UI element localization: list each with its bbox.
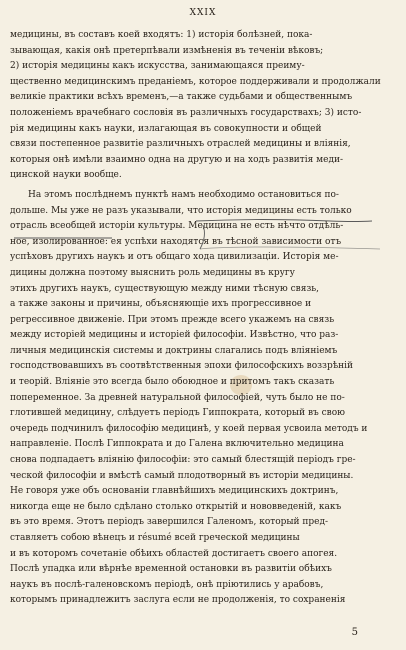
text-line: успѣховъ другихъ наукъ и отъ общаго хода цивилизаціи. Исторія ме-	[10, 252, 339, 263]
text-line: связи постепенное развитіе различныхъ отраслей медицины и вліянія,	[10, 139, 351, 150]
body-text	[10, 28, 390, 609]
text-line: господствовавшихъ въ соотвѣтственныя эпохи философскихъ воззрѣній	[10, 361, 354, 372]
text-line: никогда еще не было сдѣлано столько открытій и нововведеній, какъ	[10, 501, 342, 512]
text-line: дольше. Мы уже не разъ указывали, что исторія медицины есть только	[10, 205, 352, 216]
text-line: зывающая, какія онѣ претерпѣвали измѣненія въ теченіи вѣковъ;	[10, 45, 324, 56]
text-line: щественно медицинскимъ преданіемъ, которое поддерживали и продолжали	[10, 76, 381, 87]
page-header-roman-numeral: XXIX	[189, 8, 217, 18]
text-line: попеременное. За древней натуральной философіей, чуть было не по-	[10, 392, 345, 403]
text-line: ческой философіи и вмѣстѣ самый плодотворный въ исторіи медицины.	[10, 470, 354, 481]
text-line: Послѣ упадка или вѣрнѣе временной остановки въ развитіи обѣихъ	[10, 564, 332, 575]
text-line: рія медицины какъ науки, излагающая въ совокупности и общей	[10, 123, 322, 134]
text-line: Не говоря уже объ основаніи главнѣйшихъ медицинскихъ доктринъ,	[10, 486, 339, 497]
text-line: положеніемъ врачебнаго сословія въ различныхъ государствахъ; 3) исто-	[10, 107, 362, 118]
page-signature: 5	[351, 627, 358, 638]
text-line: этихъ другихъ наукъ, существующую между ними тѣсную связь,	[10, 283, 320, 294]
text-line: наукъ въ послѣ-галеновскомъ періодѣ, онѣ пріютились у арабовъ,	[10, 579, 324, 590]
text-line: регрессивное движеніе. При этомъ прежде всего укажемъ на связь	[10, 314, 335, 325]
text-line: очередь подчинилъ философію медицинѣ, у коей первая усвоила методъ и	[10, 423, 368, 434]
text-line: которымъ принадлежитъ заслуга если не продолженія, то сохраненія	[10, 595, 346, 606]
text-line: цинской науки вообще.	[10, 170, 122, 181]
text-line: дицины должна поэтому выяснить роль медицины въ кругу	[10, 267, 295, 278]
text-line: отрасль всеобщей исторіи культуры. Медицина не есть нѣчто отдѣль-	[10, 221, 344, 232]
text-line: личныя медицинскія системы и доктрины слагались подъ вліяніемъ	[10, 345, 338, 356]
text-line: и въ которомъ сочетаніе обѣихъ областей достигаетъ своего апогея.	[10, 548, 338, 559]
text-line: ставляетъ собою вѣнецъ и résumé всей греческой медицины	[10, 533, 300, 543]
text-line: ное, изолированное: ея успѣхи находятся въ тѣсной зависимости отъ	[10, 236, 342, 247]
text-line: великіе практики всѣхъ временъ,—а также судьбами и общественнымъ	[10, 92, 353, 103]
text-line: глотившей медицину, слѣдуетъ періодъ Гиппократа, который въ свою	[10, 408, 345, 419]
text-line: и теорій. Вліяніе это всегда было обоюдное и притомъ такъ сказать	[10, 377, 335, 388]
text-line: а также законы и причины, объясняющіе ихъ прогрессивное и	[10, 299, 312, 310]
text-line: въ это время. Этотъ періодъ завершился Галеномъ, который пред-	[10, 517, 329, 528]
text-line: 2) исторія медицины какъ искусства, занимающаяся преиму-	[10, 61, 305, 72]
text-line: На этомъ послѣднемъ пунктѣ намъ необходимо остановиться по-	[28, 189, 339, 200]
text-line: медицины, въ составъ коей входятъ: 1) исторія болѣзней, пока-	[10, 30, 313, 40]
text-line: которыя онѣ имѣли взаимно одна на другую и на ходъ развитія меди-	[10, 154, 344, 165]
text-line: направленіе. Послѣ Гиппократа и до Галена включительно медицина	[10, 439, 344, 450]
text-line: снова подпадаетъ вліянію философіи: это самый блестящій періодъ гре-	[10, 455, 356, 466]
text-line: между исторіей медицины и исторіей философіи. Извѣстно, что раз-	[10, 330, 339, 341]
